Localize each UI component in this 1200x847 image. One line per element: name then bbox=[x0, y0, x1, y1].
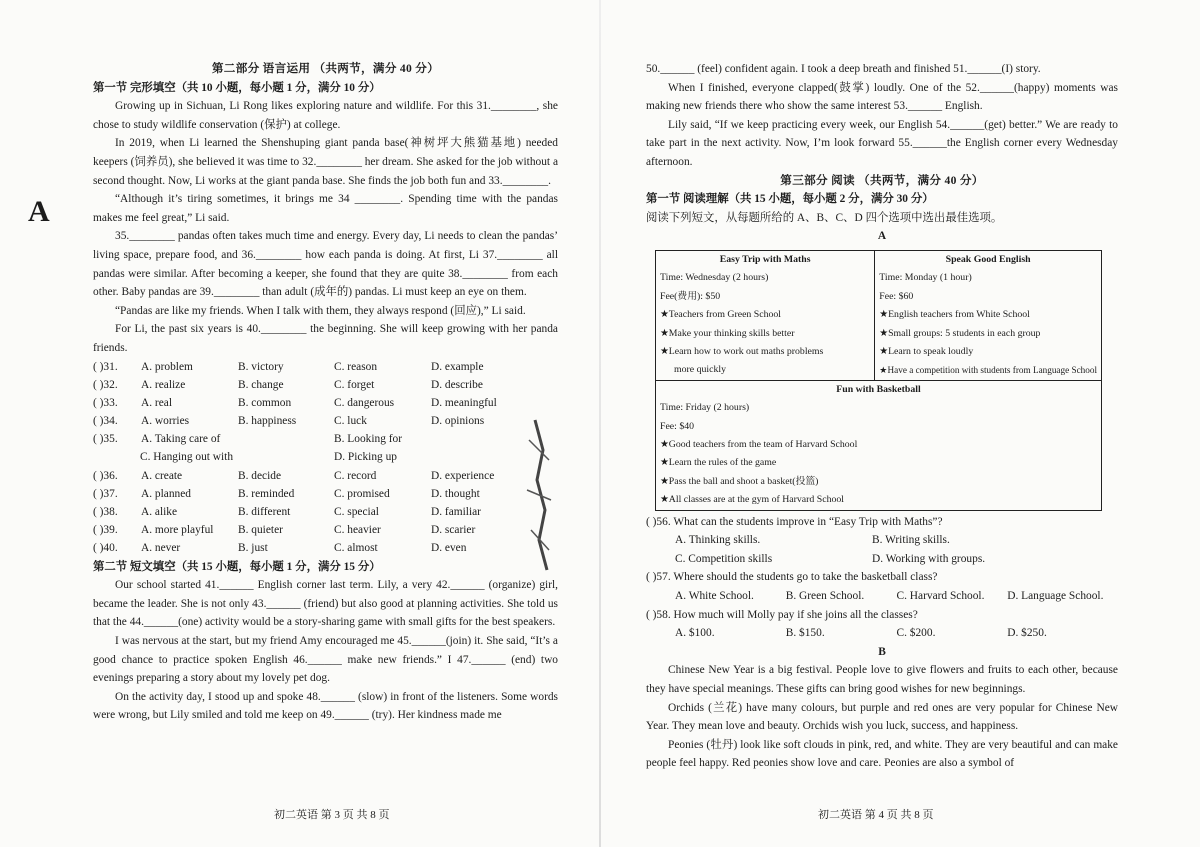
choice-row: ( )34. A. worries B. happiness C. luck D. opinions bbox=[93, 415, 485, 428]
cloze-paragraph: “Pandas are like my friends. When I talk with them, they always respond (回应),” Li said. bbox=[115, 304, 526, 317]
choice-row: ( )36. A. create B. decide C. record D. experience bbox=[93, 469, 495, 482]
question-options: A. Thinking skills. B. Writing skills. bbox=[675, 534, 950, 547]
question-stem: ( )58. How much will Molly pay if she joins all the classes? bbox=[646, 608, 918, 621]
question-options: A. $100. B. $150. C. $200. D. $250. bbox=[675, 627, 1047, 640]
choice-row: ( )38. A. alike B. different C. special D. familiar bbox=[93, 506, 481, 518]
choice-row: C. Hanging out with D. Picking up bbox=[140, 451, 397, 464]
passage-b-label: B bbox=[878, 645, 886, 658]
section2-title: 第二节 短文填空（共 15 小题，每小题 1 分，满分 15 分） bbox=[93, 560, 381, 573]
ad-maths: Easy Trip with Maths Time: Wednesday (2 hours) Fee(费用): $50 ★Teachers from Green School ★Make your thinking skills better ★Learn how to work out maths problems more quickly bbox=[656, 250, 875, 380]
choice-row: ( )33. A. real B. common C. dangerous D. meaningful bbox=[93, 396, 497, 409]
right-column bbox=[646, 60, 1118, 773]
margin-mark: A bbox=[28, 195, 50, 228]
choice-row: ( )37. A. planned B. reminded C. promised D. thought bbox=[93, 487, 480, 500]
choice-row: ( )32. A. realize B. change C. forget D. describe bbox=[93, 378, 483, 391]
fill-paragraph: On the activity day, I stood up and spoke 48.______ (slow) in front of the listeners. Some words were wrong, but Lily smiled and told me keep on 49.______ (try). Her kindness made me bbox=[93, 690, 558, 722]
choice-row: ( )39. A. more playful B. quieter C. heavier D. scarier bbox=[93, 524, 476, 537]
cloze-paragraph: “Although it’s tiring sometimes, it brings me 34 ________. Spending time with the pandas makes me feel great,” Li said. bbox=[93, 193, 558, 224]
left-column bbox=[93, 60, 558, 725]
question-stem: ( )56. What can the students improve in “Easy Trip with Maths”? bbox=[646, 515, 943, 528]
section1-title: 第一节 完形填空（共 10 小题，每小题 1 分，满分 10 分） bbox=[93, 81, 381, 94]
choice-row: ( )40. A. never B. just C. almost D. even bbox=[93, 542, 467, 555]
passage-paragraph: Peonies (牡丹) look like soft clouds in pink, red, and white. They are very beautiful and can make people feel happy. Red peonies show love and care. Peonies are also a symbol of bbox=[646, 738, 1118, 770]
cloze-paragraph: 35.________ pandas often takes much time and energy. Every day, Li needs to clean the pandas’ living space, prepare food, and 36.________ how each panda is doing. At first, Li 37.________ all pandas were similar. After becoming a keeper, she found that they are quite 38.________ from each other. Baby pandas are 39.________ than adult (成年的) pandas. Li must keep an eye on them. bbox=[93, 230, 558, 299]
reading-section-title: 第一节 阅读理解（共 15 小题，每小题 2 分，满分 30 分） bbox=[646, 193, 934, 206]
instruction: 阅读下列短文，从每题所给的 A、B、C、D 四个选项中选出最佳选项。 bbox=[646, 211, 1003, 224]
question-options: C. Competition skills D. Working with groups. bbox=[675, 552, 986, 565]
fill-paragraph: Our school started 41.______ English corner last term. Lily, a very 42.______ (organize) girl, became the leader. She is not only 43.______ (friend) but also good at planning activities. She told us that the 44.______(one) activity would be a story-sharing game with small gifts for the best speakers. bbox=[93, 579, 558, 629]
page-footer: 初二英语 第 3 页 共 8 页 bbox=[274, 809, 390, 821]
cloze-paragraph: In 2019, when Li learned the Shenshuping giant panda base(神树坪大熊猫基地) needed keepers (饲养员), she believed it was time to 32.________ her dream. She asked for the job without a second thought. Now, Li works at the giant panda base. She finds the job both fun and 33.________. bbox=[93, 137, 559, 187]
choice-row: ( )35. A. Taking care of B. Looking for bbox=[93, 433, 403, 446]
page-footer: 初二英语 第 4 页 共 8 页 bbox=[818, 809, 934, 821]
passage-paragraph: Orchids (兰花) have many colours, but purple and red ones are very popular for Chinese New Year. They mean love and beauty. Orchids wish you luck, success, and happiness. bbox=[646, 701, 1118, 733]
fill-paragraph: 50.______ (feel) confident again. I took a deep breath and finished 51.______(I) story. bbox=[646, 63, 1041, 75]
ads-table bbox=[655, 250, 1102, 511]
cloze-paragraph: Growing up in Sichuan, Li Rong likes exploring nature and wildlife. For this 31.________, she chose to study wildlife conservation (保护) at college. bbox=[93, 100, 558, 131]
ad-basketball: Fun with Basketball Time: Friday (2 hours) Fee: $40 ★Good teachers from the team of Harvard School ★Learn the rules of the game ★Pass the ball and shoot a basket(投篮) ★All classes are at the gym of Harvard School bbox=[656, 380, 1102, 510]
passage-a-label: A bbox=[877, 230, 887, 243]
part2-title: 第二部分 语言运用 （共两节，满分 40 分） bbox=[211, 62, 440, 75]
fill-paragraph: When I finished, everyone clapped(鼓掌) loudly. One of the 52.______(happy) moments was making new friends there who show the same interest 53.______ English. bbox=[646, 81, 1118, 113]
fill-paragraph: Lily said, “If we keep practicing every week, our English 54.______(get) better.” We are ready to take part in the next activity. Now, I’m look forward 55.______the English corner every Wednesday afternoon. bbox=[646, 118, 1118, 168]
part3-title: 第三部分 阅读 （共两节，满分 40 分） bbox=[780, 173, 984, 187]
question-options: A. White School. B. Green School. C. Harvard School. D. Language School. bbox=[675, 590, 1104, 602]
cloze-paragraph: For Li, the past six years is 40.________ the beginning. She will keep growing with her panda friends. bbox=[93, 323, 558, 354]
passage-paragraph: Chinese New Year is a big festival. People love to give flowers and fruits to each other, because they have special meanings. These gifts can bring good wishes for new beginnings. bbox=[646, 664, 1118, 695]
choice-row: ( )31. A. problem B. victory C. reason D. example bbox=[93, 360, 484, 373]
question-stem: ( )57. Where should the students go to take the basketball class? bbox=[646, 571, 938, 584]
fill-paragraph: I was nervous at the start, but my friend Amy encouraged me 45.______(join) it. She said, “It’s a good chance to practice spoken English 46.______ make new friends.” I 47.______ (end) two evenings preparing a story about my lovely pet dog. bbox=[93, 634, 558, 685]
ad-english: Speak Good English Time: Monday (1 hour) Fee: $60 ★English teachers from White School ★Small groups: 5 students in each group ★Learn to speak loudly ★Have a competition with students from Language School bbox=[875, 250, 1102, 380]
